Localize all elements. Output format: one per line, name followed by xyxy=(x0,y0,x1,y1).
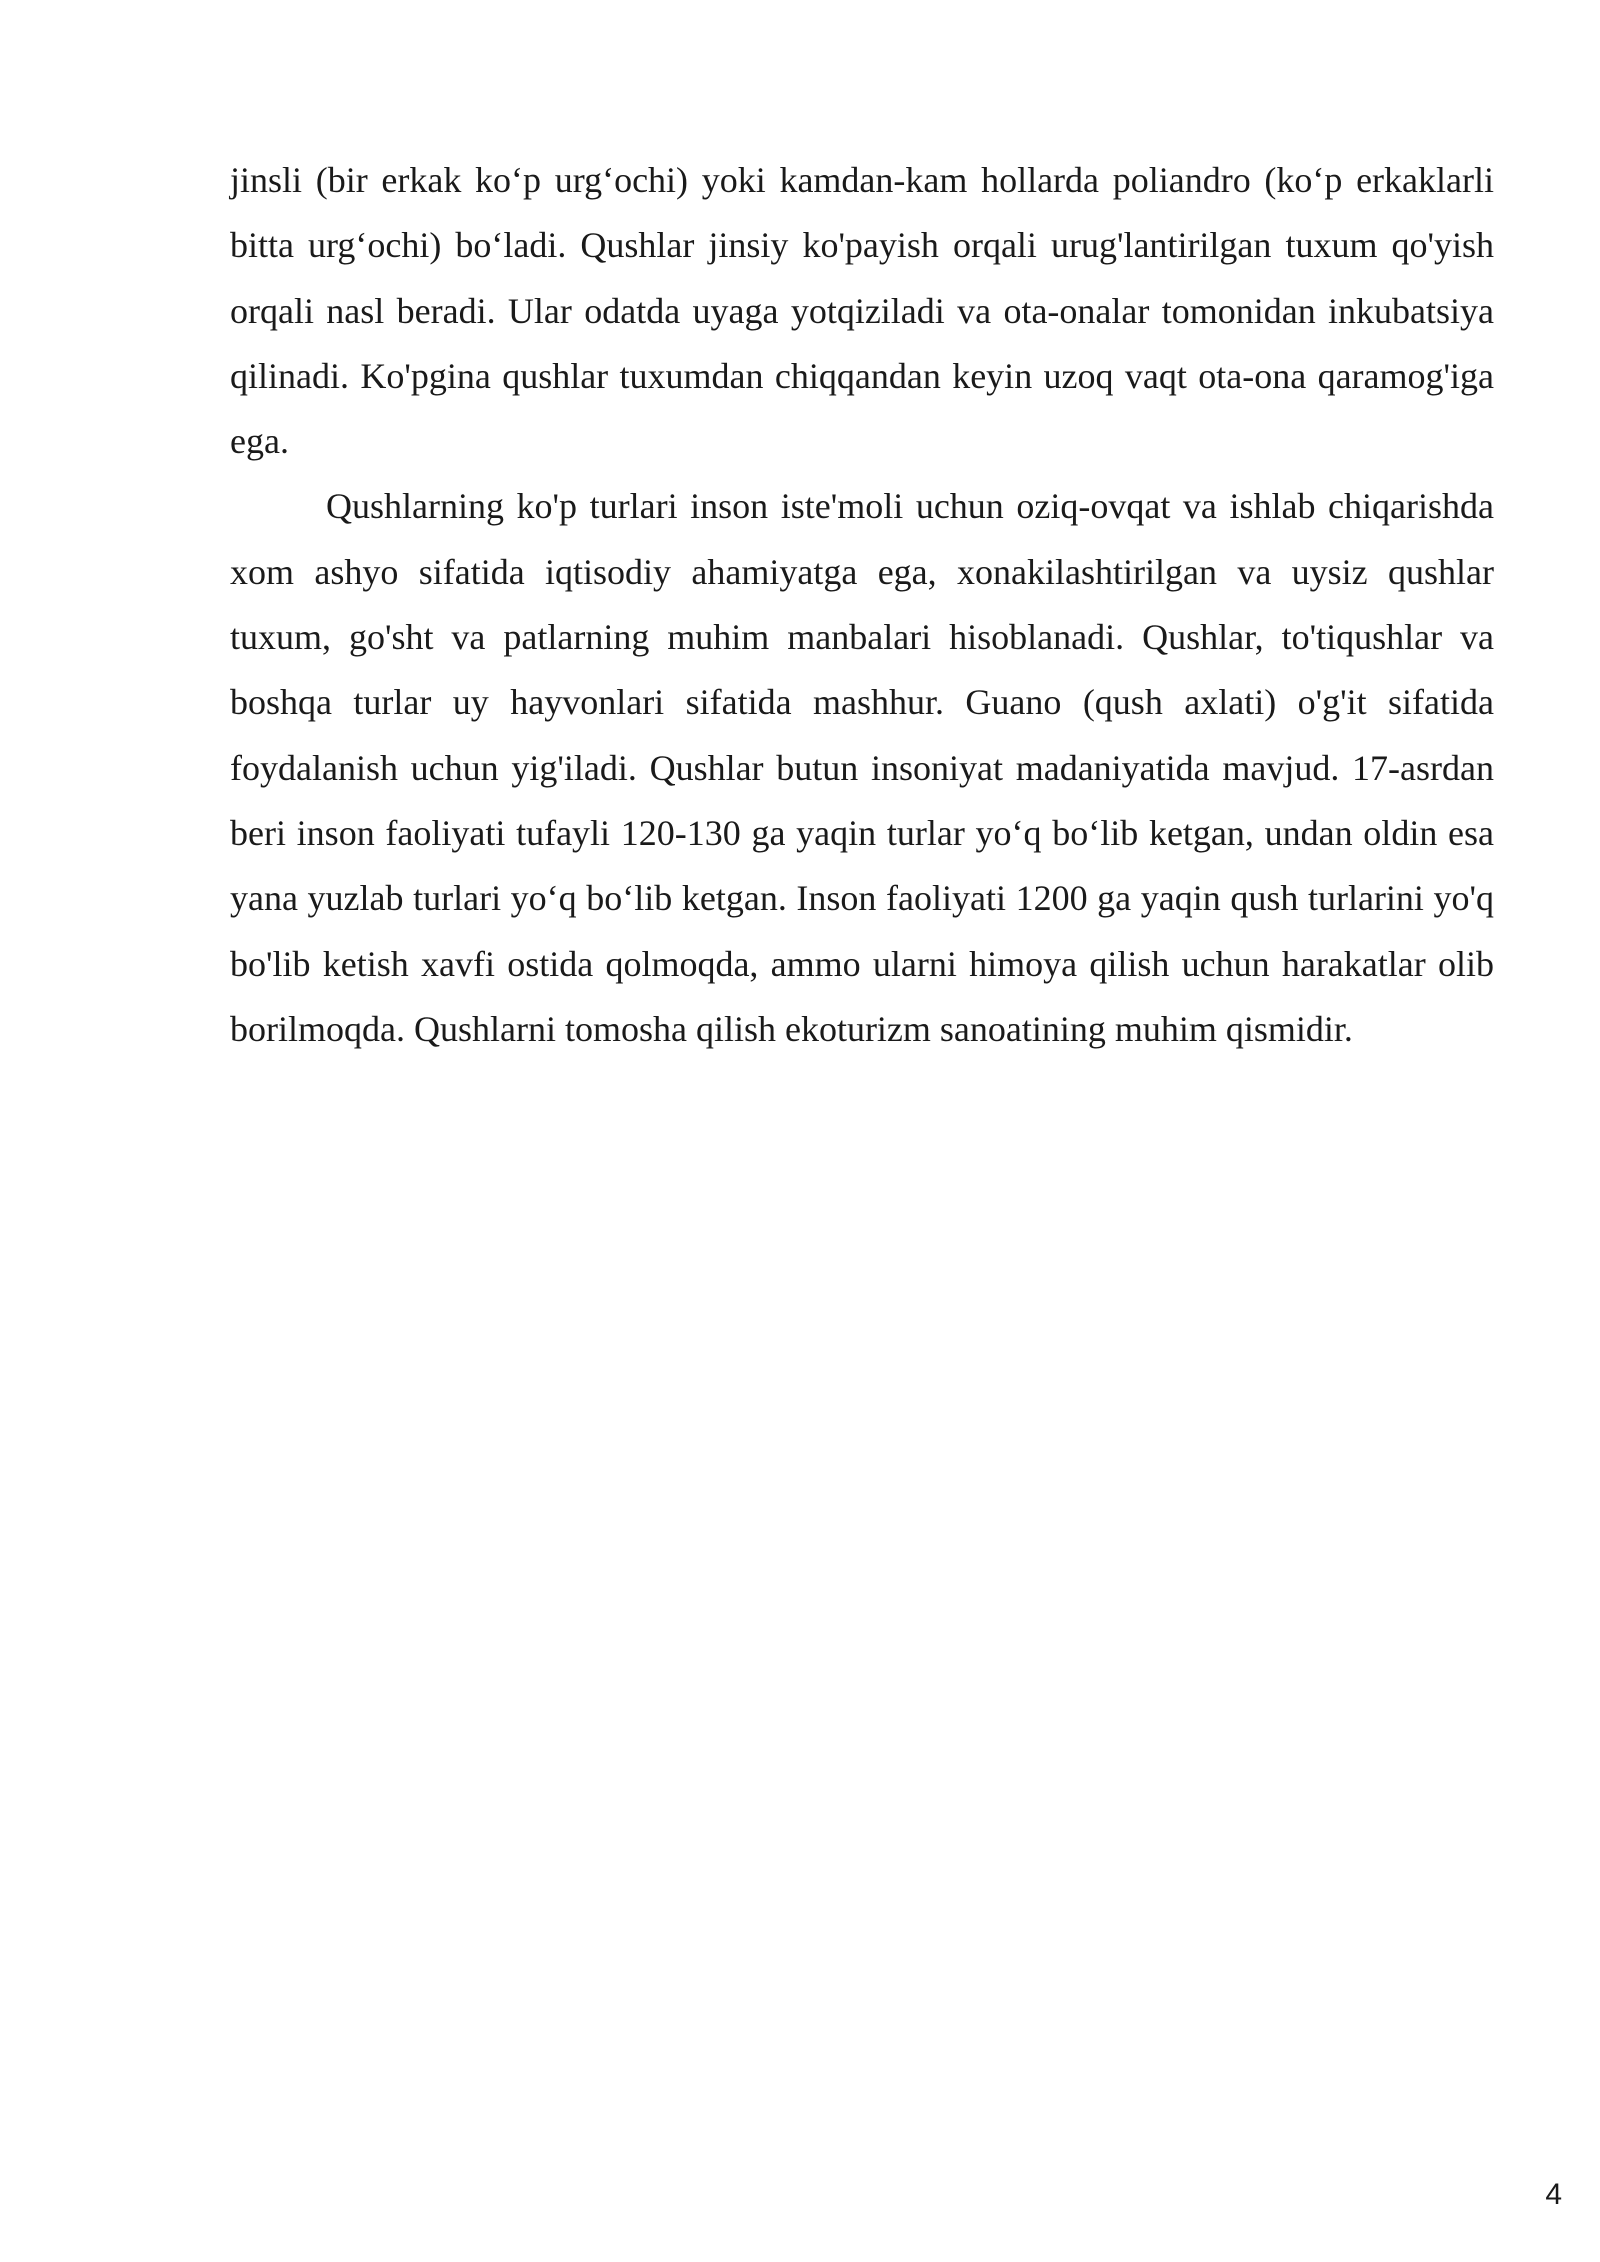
body-text xyxy=(230,148,1494,1062)
page-number: 4 xyxy=(1545,2178,1562,2211)
paragraph-continuation: jinsli (bir erkak ko‘p urg‘ochi) yoki kamdan-kam hollarda poliandro (ko‘p erkaklarli bitta urg‘ochi) bo‘ladi. Qushlar jinsiy ko'payish orqali urug'lantirilgan tuxum qo'yish orqali nasl beradi. Ular odatda uyaga yotqiziladi va ota-onalar tomonidan inkubatsiya qilinadi. Ko'pgina qushlar tuxumdan chiqqandan keyin uzoq vaqt ota-ona qaramog'iga ega. xyxy=(230,160,1494,462)
paragraph-birds-economy: Qushlarning ko'p turlari inson iste'moli uchun oziq-ovqat va ishlab chiqarishda xom ashyo sifatida iqtisodiy ahamiyatga ega, xonakilashtirilgan va uysiz qushlar tuxum, go'sht va patlarning muhim manbalari hisoblanadi. Qushlar, to'tiqushlar va boshqa turlar uy hayvonlari sifatida mashhur. Guano (qush axlati) o'g'it sifatida foydalanish uchun yig'iladi. Qushlar butun insoniyat madaniyatida mavjud. 17-asrdan beri inson faoliyati tufayli 120-130 ga yaqin turlar yo‘q bo‘lib ketgan, undan oldin esa yana yuzlab turlari yo‘q bo‘lib ketgan. Inson faoliyati 1200 ga yaqin qush turlarini yo'q bo'lib ketish xavfi ostida qolmoqda, ammo ularni himoya qilish uchun harakatlar olib borilmoqda. Qushlarni tomosha qilish ekoturizm sanoatining muhim qismidir. xyxy=(230,486,1494,1049)
